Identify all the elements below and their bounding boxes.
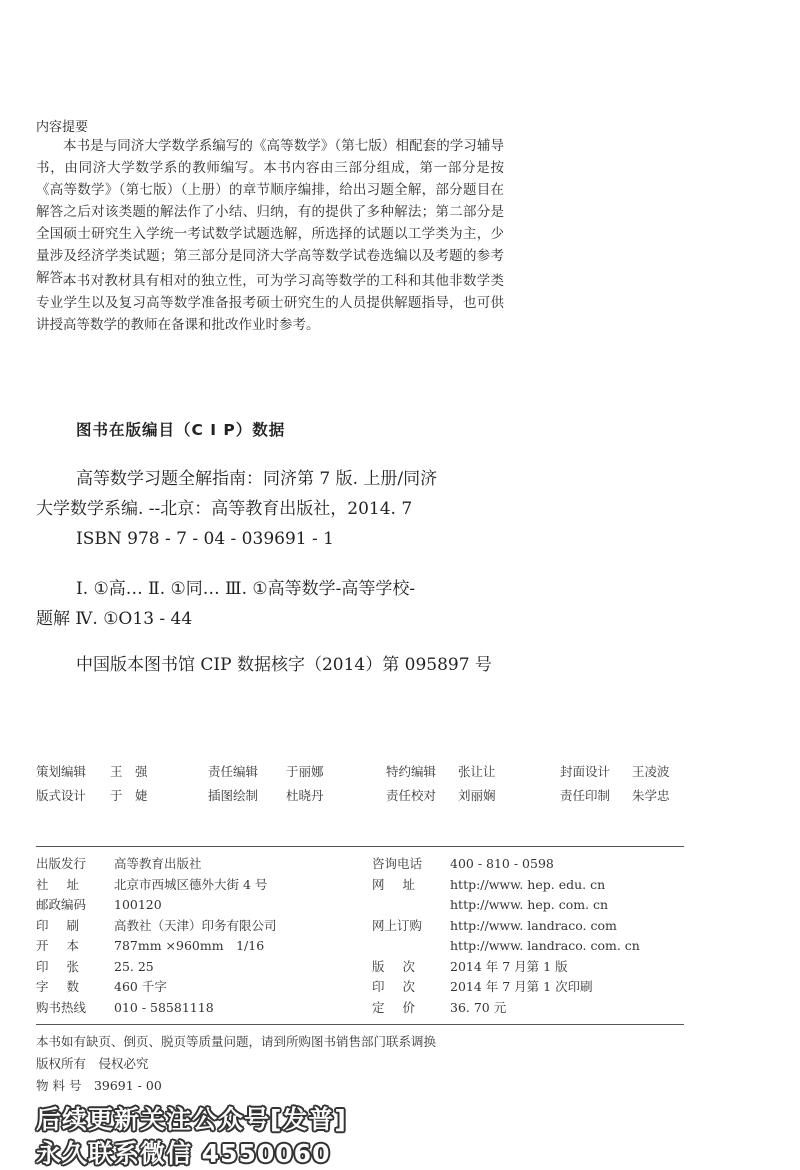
- divider-bottom: [36, 1024, 684, 1025]
- pub-row: [372, 895, 640, 916]
- cip-line-1: 高等数学习题全解指南：同济第 7 版. 上册/同济: [76, 469, 438, 489]
- quality-notice: 本书如有缺页、倒页、脱页等质量问题，请到所购图书销售部门联系调换: [36, 1034, 437, 1049]
- watermark-line-1: 后续更新关注公众号[发普]: [36, 1105, 347, 1134]
- pub-value: http://www. hep. edu. cn: [450, 876, 606, 892]
- cip-line-2: 大学数学系编. --北京：高等教育出版社，2014. 7: [36, 499, 413, 519]
- pub-label: 购书热线: [36, 999, 87, 1015]
- pub-row: [36, 977, 277, 998]
- pub-value: 100120: [114, 897, 162, 912]
- cip-heading: 图书在版编目（C I P）数据: [76, 421, 286, 439]
- cip-classification: [36, 574, 506, 634]
- summary-paragraph-2: 本书对教材具有相对的独立性，可为学习高等数学的工科和其他非数学类专业学生以及复习高等数学准备报考硕士研究生的人员提供解题指导，也可供讲授高等数学的教师在备课和批改作业时参考。: [36, 273, 504, 333]
- pub-value: 787mm ×960mm 1/16: [114, 938, 265, 953]
- publishing-info-right: [372, 854, 640, 1018]
- staff-role: 责任印制: [560, 788, 611, 803]
- staff-name: 于丽娜: [286, 764, 324, 779]
- pub-row: [36, 875, 277, 896]
- pub-row: [372, 854, 640, 875]
- pub-row: [372, 957, 640, 978]
- pub-label: 定价: [372, 999, 434, 1015]
- summary-paragraph-1: 本书是与同济大学数学系编写的《高等数学》（第七版）相配套的学习辅导书，由同济大学数学系的教师编写。本书内容由三部分组成，第一部分是按《高等数学》（第七版）（上册）的章节顺序编排，给出习题全解，部分题目在解答之后对该类题的解法作了小结、归纳，有的提供了多种解法；第二部分是全国硕士研究生入学统一考试数学试题选解，所选择的试题以工学类为主，少量涉及经济学类试题；第三部分是同济大学高等数学试卷选编以及考题的参考解答。: [36, 138, 504, 286]
- pub-value: 010 - 58581118: [114, 999, 214, 1015]
- pub-value: http://www. landraco. com. cn: [450, 938, 640, 953]
- pub-value: 北京市西城区德外大街 4 号: [114, 876, 268, 892]
- pub-row: [372, 977, 640, 998]
- item-number: 物 料 号 39691 - 00: [36, 1078, 162, 1093]
- staff-name: 王 强: [110, 764, 148, 779]
- pub-row: [36, 854, 277, 875]
- pub-value: 高等教育出版社: [114, 856, 202, 871]
- pub-row: [36, 957, 277, 978]
- pub-value: 400 - 810 - 0598: [450, 856, 554, 871]
- pub-label: 开本: [36, 938, 98, 953]
- pub-label: 印张: [36, 958, 98, 974]
- pub-row: [372, 936, 640, 957]
- pub-label: 社址: [36, 876, 98, 892]
- pub-label: 版次: [372, 958, 434, 974]
- pub-label: 咨询电话: [372, 856, 423, 871]
- divider-top: [36, 846, 684, 847]
- cip-class-line-1: Ⅰ. ①高… Ⅱ. ①同… Ⅲ. ①高等数学-高等学校-: [76, 579, 416, 599]
- pub-label: 印刷: [36, 917, 98, 933]
- pub-label: 字数: [36, 979, 98, 994]
- staff-role: 特约编辑: [386, 764, 437, 779]
- pub-value: 2014 年 7 月第 1 次印刷: [450, 979, 593, 994]
- staff-name: 杜晓丹: [286, 788, 324, 803]
- publishing-info-left: [36, 854, 277, 1018]
- pub-row: [36, 916, 277, 937]
- staff-role: 责任编辑: [208, 764, 259, 779]
- pub-value: 高教社（天津）印务有限公司: [114, 917, 277, 933]
- pub-row: [372, 916, 640, 937]
- copyright-notice: 版权所有 侵权必究: [36, 1056, 149, 1071]
- pub-value: 25. 25: [114, 958, 154, 974]
- staff-name: 张让让: [458, 764, 496, 779]
- pub-value: 2014 年 7 月第 1 版: [450, 958, 568, 974]
- pub-row: [36, 895, 277, 916]
- watermark-line-2: 永久联系微信 4550060: [36, 1139, 331, 1168]
- staff-role: 责任校对: [386, 788, 437, 803]
- pub-label: 网址: [372, 876, 434, 892]
- cip-isbn: ISBN 978 - 7 - 04 - 039691 - 1: [76, 529, 334, 549]
- staff-role: 插图绘制: [208, 788, 259, 803]
- staff-name: 于 婕: [110, 788, 148, 803]
- pub-value: http://www. landraco. com: [450, 917, 617, 933]
- staff-role: 封面设计: [560, 764, 611, 779]
- pub-row: [36, 936, 277, 957]
- pub-row: [372, 998, 640, 1019]
- cip-description: [36, 464, 506, 554]
- staff-role: 策划编辑: [36, 764, 87, 779]
- staff-name: 刘丽娴: [458, 788, 496, 803]
- pub-row: [372, 875, 640, 896]
- pub-label: 印次: [372, 979, 434, 994]
- cip-class-line-2: 题解 Ⅳ. ①O13 - 44: [36, 609, 193, 629]
- pub-value: http://www. hep. com. cn: [450, 897, 609, 912]
- pub-label: 出版发行: [36, 856, 87, 871]
- pub-label: 网上订购: [372, 917, 423, 933]
- summary-heading: 内容提要: [36, 120, 89, 135]
- pub-label: 邮政编码: [36, 897, 87, 912]
- pub-row: [36, 998, 277, 1019]
- pub-value: 460 千字: [114, 979, 167, 994]
- staff-name: 王凌波: [632, 764, 670, 779]
- staff-role: 版式设计: [36, 788, 87, 803]
- staff-name: 朱学忠: [632, 788, 670, 803]
- cip-record-number: 中国版本图书馆 CIP 数据核字（2014）第 095897 号: [76, 655, 492, 675]
- pub-value: 36. 70 元: [450, 999, 507, 1015]
